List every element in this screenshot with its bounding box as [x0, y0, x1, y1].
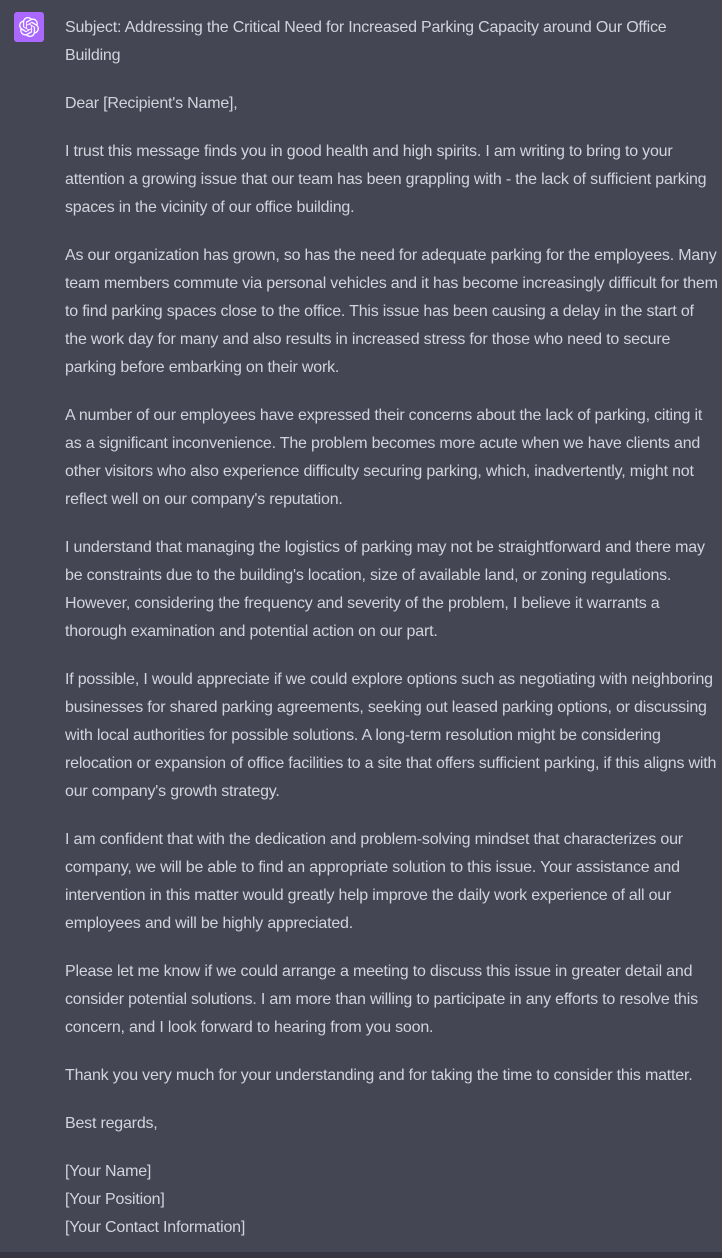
message-paragraph: I trust this message finds you in good health and high spirits. I am writing to bring to your attention a growing issue that our team has been grappling with - the lack of sufficient parking spaces in the vicinity of our office building.: [65, 143, 707, 216]
message-paragraph: Dear [Recipient's Name],: [65, 95, 238, 112]
message-paragraph: I understand that managing the logistics of parking may not be straightforward and there may be constraints due to the building's location, size of available land, or zoning regulations. However, considering the frequency and severity of the problem, I believe it warrants a thorough examination and potential action on our part.: [65, 539, 705, 640]
message-paragraph: Best regards,: [65, 1115, 158, 1132]
message-paragraph: I am confident that with the dedication and problem-solving mindset that characterizes our company, we will be able to find an appropriate solution to this issue. Your assistance and intervention in this matter would greatly help improve the daily work experience of all our employees and will be highly appreciated.: [65, 831, 683, 932]
assistant-avatar: [14, 12, 44, 42]
message-paragraph: Please let me know if we could arrange a meeting to discuss this issue in greater detail and consider potential solutions. I am more than willing to participate in any efforts to resolve this concern, and I look forward to hearing from you soon.: [65, 963, 698, 1036]
message-content: [65, 12, 720, 1242]
message-paragraph: Thank you very much for your understanding and for taking the time to consider this matter.: [65, 1067, 693, 1084]
message-paragraph: Subject: Addressing the Critical Need for Increased Parking Capacity around Our Office Building: [65, 19, 667, 64]
message-paragraph: A number of our employees have expressed their concerns about the lack of parking, citing it as a significant inconvenience. The problem becomes more acute when we have clients and other visitors who also experience difficulty securing parking, which, inadvertently, might not reflect well on our company's reputation.: [65, 407, 703, 508]
message-paragraph: [Your Name] [Your Position] [Your Contact Information]: [65, 1163, 246, 1236]
openai-logo-icon: [19, 17, 39, 37]
message-paragraph: As our organization has grown, so has the need for adequate parking for the employees. Many team members commute via personal vehicles and it has become increasingly difficult for them to find parking spaces close to the office. This issue has been causing a delay in the start of the work day for many and also results in increased stress for those who need to secure parking before embarking on their work.: [65, 247, 718, 376]
message-paragraph: If possible, I would appreciate if we could explore options such as negotiating with neighboring businesses for shared parking agreements, seeking out leased parking options, or discussing with local authorities for possible solutions. A long-term resolution might be considering relocation or expansion of office facilities to a site that offers sufficient parking, if this aligns with our company's growth strategy.: [65, 671, 717, 800]
next-row-background: [0, 1252, 722, 1258]
